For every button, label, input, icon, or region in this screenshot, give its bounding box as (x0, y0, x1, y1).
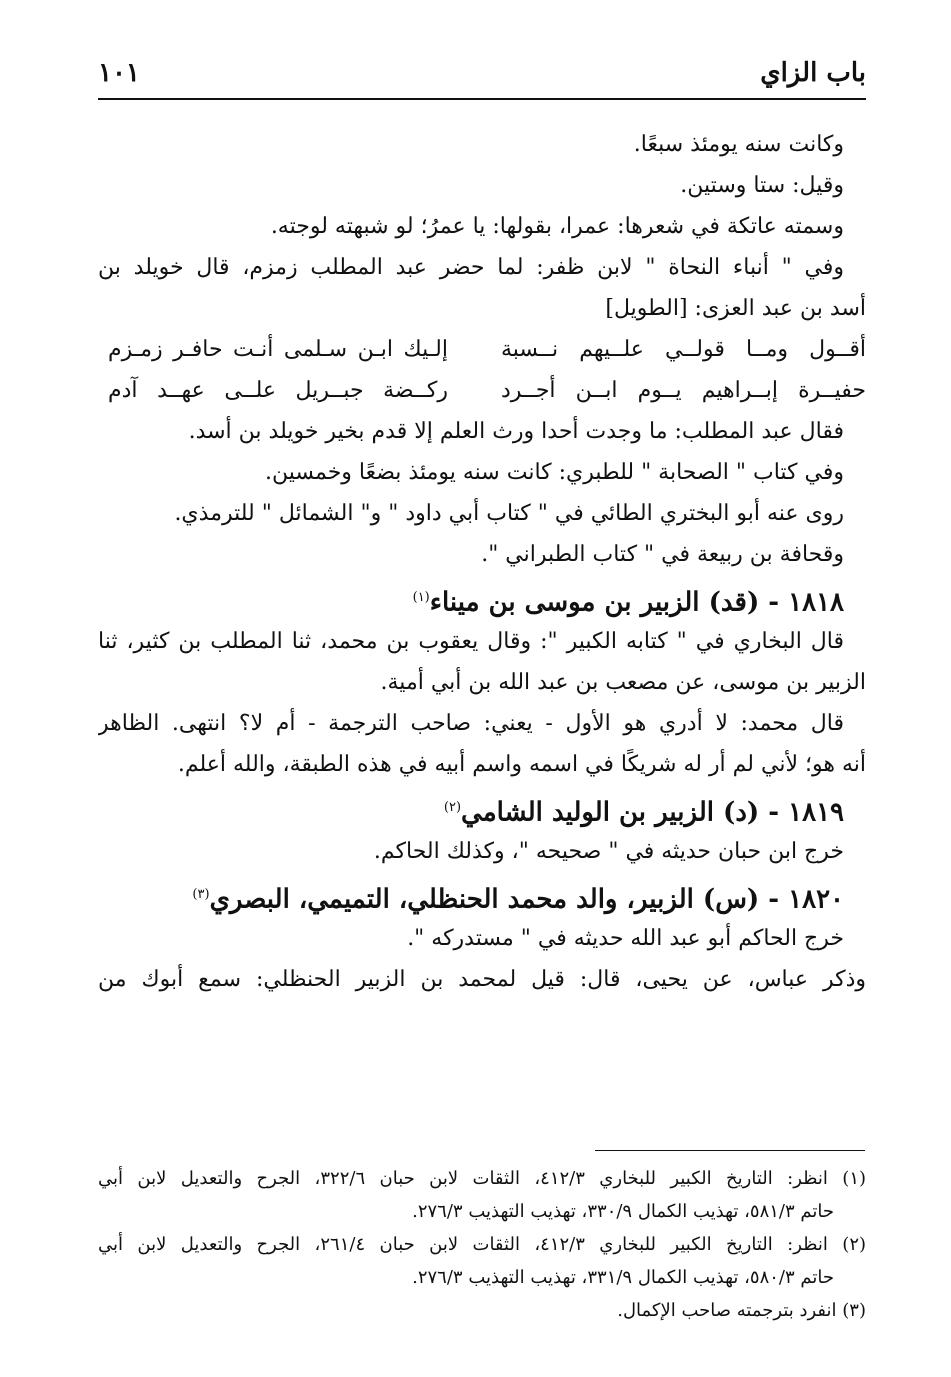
text-line: وقيل: ستا وستين. (680, 173, 844, 198)
page-number: ١٠١ (98, 58, 140, 88)
entry-heading-text: ١٨٢٠ - (س) الزبير، والد محمد الحنظلي، التميمي، البصري (209, 884, 844, 915)
text-line: قال محمد: لا أدري هو الأول - يعني: صاحب الترجمة - أم لا؟ انتهى. الظاهر (98, 711, 844, 736)
text-line: فقال عبد المطلب: ما وجدت أحدا ورث العلم إلا قدم بخير خويلد بن أسد. (188, 419, 844, 444)
chapter-title: باب الزاي (760, 58, 866, 88)
text-line: قال البخاري في " كتابه الكبير ": وقال يعقوب بن محمد، ثنا المطلب بن كثير، ثنا (98, 629, 844, 654)
entry-heading-text: ١٨١٩ - (د) الزبير بن الوليد الشامي (461, 797, 844, 828)
footnote-divider (595, 1150, 865, 1151)
text-line: أسد بن عبد العزى: [الطويل] (605, 296, 866, 321)
footnote-ref: (١) (412, 590, 430, 605)
footnote-line: حاتم ٥٨١/٣، تهذيب الكمال ٣٣٠/٩، تهذيب التهذيب ٢٧٦/٣. (412, 1201, 834, 1222)
main-text (98, 124, 866, 1000)
text-line: خرج ابن حبان حديثه في " صحيحه "، وكذلك الحاكم. (373, 839, 844, 864)
header-divider (98, 98, 866, 100)
entry-heading-1820 (98, 872, 866, 918)
text-line: وقحافة بن ربيعة في " كتاب الطبراني ". (481, 542, 844, 567)
verse-first-hemistich: أقــول ومــا قولــي علــيهم نــسبة (501, 337, 866, 362)
verse-second-hemistich: ركــضة جبــريل علــى عهــد آدم (108, 378, 448, 403)
entry-heading-1819 (98, 785, 866, 831)
text-line: وفي كتاب " الصحابة " للطبري: كانت سنه يومئذ بضعًا وخمسين. (264, 460, 844, 485)
text-line: روى عنه أبو البختري الطائي في " كتاب أبي داود " و" الشمائل " للترمذي. (174, 501, 844, 526)
running-header (98, 58, 866, 94)
footnotes (98, 1162, 866, 1327)
text-line: أنه هو؛ لأني لم أر له شريكًا في اسمه واسم أبيه في هذه الطبقة، والله أعلم. (177, 752, 866, 777)
verse-second-hemistich: إلـيك ابـن سـلمى أنـت حافـر زمـزم (108, 337, 448, 362)
footnote-line: حاتم ٥٨٠/٣، تهذيب الكمال ٣٣١/٩، تهذيب التهذيب ٢٧٦/٣. (412, 1267, 834, 1288)
footnote-line: (٣) انفرد بترجمته صاحب الإكمال. (617, 1300, 866, 1321)
text-line: وكانت سنه يومئذ سبعًا. (633, 132, 844, 157)
text-line: الزبير بن موسى، عن مصعب بن عبد الله بن أبي أمية. (380, 670, 866, 695)
footnote-line: (١) انظر: التاريخ الكبير للبخاري ٤١٢/٣، الثقات لابن حبان ٣٢٢/٦، الجرح والتعديل لابن أبي (98, 1168, 866, 1189)
poem-verse (98, 329, 866, 370)
verse-first-hemistich: حفيــرة إبــراهيم يــوم ابــن أجــرد (501, 378, 866, 403)
text-line: وذكر عباس، عن يحيى، قال: قيل لمحمد بن الزبير الحنظلي: سمع أبوك من (98, 967, 866, 992)
text-line: وفي " أنباء النحاة " لابن ظفر: لما حضر عبد المطلب زمزم، قال خويلد بن (98, 255, 844, 280)
text-line: خرج الحاكم أبو عبد الله حديثه في " مستدركه ". (407, 926, 844, 951)
poem-verse (98, 370, 866, 411)
footnote-line: (٢) انظر: التاريخ الكبير للبخاري ٤١٢/٣، الثقات لابن حبان ٢٦١/٤، الجرح والتعديل لابن أبي (98, 1234, 866, 1255)
entry-heading-text: ١٨١٨ - (قد) الزبير بن موسى بن ميناء (429, 587, 844, 618)
text-line: وسمته عاتكة في شعرها: عمرا، بقولها: يا عمرُ؛ لو شبهته لوجته. (270, 214, 844, 239)
footnote-ref: (٣) (192, 887, 210, 902)
footnote-ref: (٢) (443, 800, 462, 815)
entry-heading-1818 (98, 575, 866, 621)
